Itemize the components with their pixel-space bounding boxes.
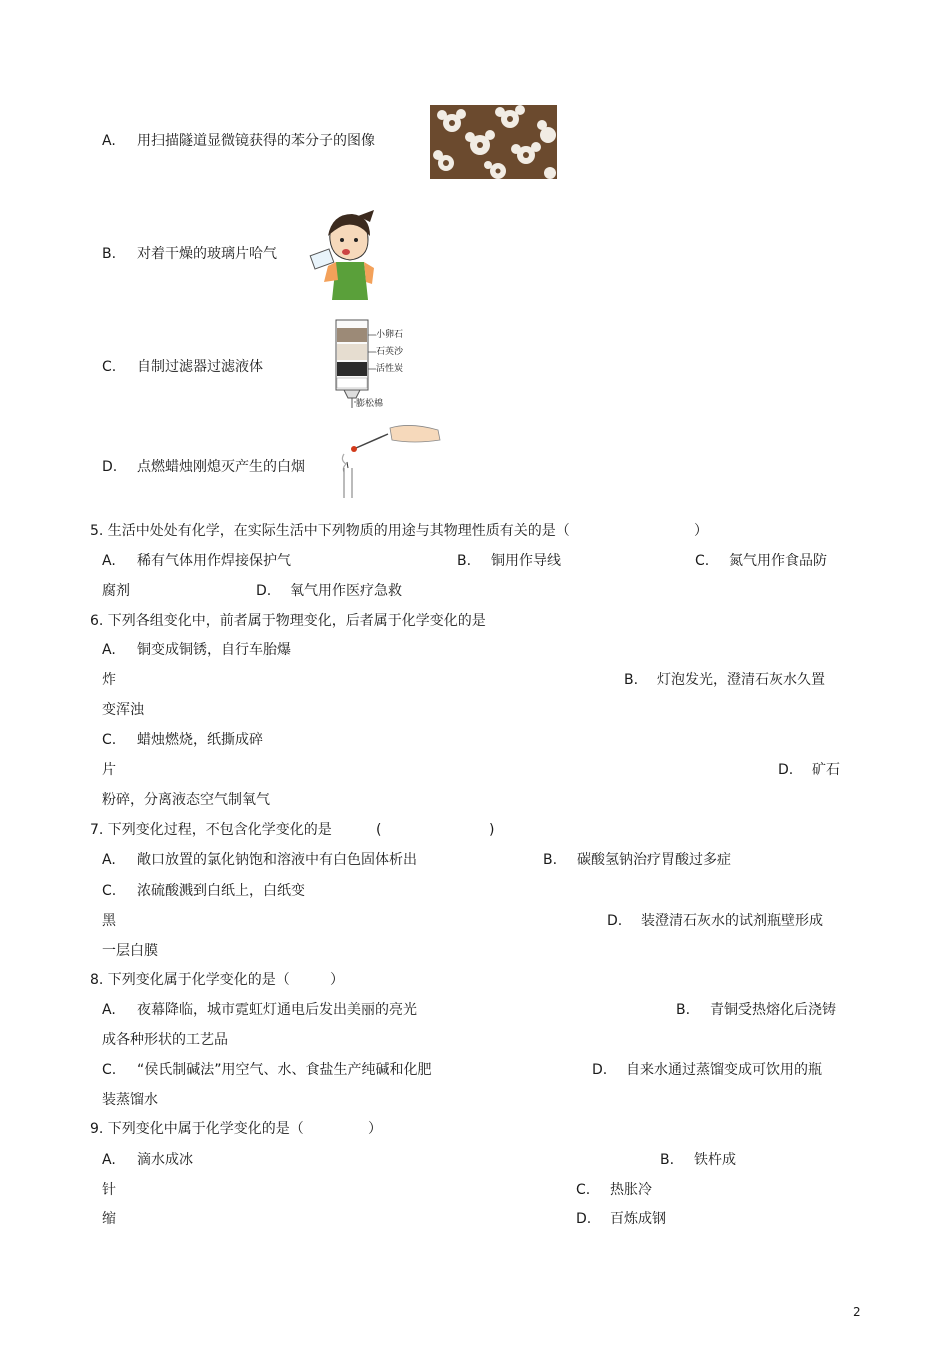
option-text: 矿石: [812, 762, 840, 778]
filter-label: 膨松棉: [356, 399, 384, 409]
homemade-filter: [330, 318, 420, 410]
answer-bracket-close: ）: [330, 972, 344, 988]
option-text: 敞口放置的氯化钠饱和溶液中有白色固体析出: [137, 852, 417, 868]
option-text: 稀有气体用作焊接保护气: [137, 553, 291, 569]
question-stem: 6. 下列各组变化中，前者属于物理变化，后者属于化学变化的是: [90, 613, 486, 629]
option-text-continued: 片: [102, 762, 116, 778]
option-letter: C.: [102, 1062, 117, 1078]
option-text-continued: 一层白膜: [102, 943, 158, 959]
option-text: 灯泡发光，澄清石灰水久置: [657, 672, 825, 688]
option-text: 氧气用作医疗急救: [290, 583, 402, 599]
option-text-continued: 炸: [102, 672, 116, 688]
option-letter: D.: [576, 1211, 592, 1227]
girl-breathing-on-glass: [308, 210, 378, 300]
option-letter: B.: [624, 672, 639, 688]
option-text: 点燃蜡烛刚熄灭产生的白烟: [137, 459, 305, 475]
lighting-candle-smoke: [330, 418, 442, 500]
option-letter: A.: [102, 1002, 116, 1018]
option-text: 装澄清石灰水的试剂瓶壁形成: [641, 913, 823, 929]
option-text: 铜用作导线: [491, 553, 561, 569]
option-text-continued: 腐剂: [102, 583, 130, 599]
option-text: 青铜受热熔化后浇铸: [710, 1002, 836, 1018]
option-letter: D.: [607, 913, 623, 929]
option-text: 蜡烛燃烧，纸撕成碎: [137, 732, 263, 748]
option-text: 浓硫酸溅到白纸上，白纸变: [137, 883, 305, 899]
option-letter: D.: [592, 1062, 608, 1078]
option-text: 铁杵成: [694, 1152, 736, 1168]
option-text-continued: 装蒸馏水: [102, 1092, 158, 1108]
option-letter: C.: [102, 883, 117, 899]
question-stem: 7. 下列变化过程，不包含化学变化的是: [90, 822, 332, 838]
option-text-continued: 粉碎，分离液态空气制氧气: [102, 792, 270, 808]
option-text: 氮气用作食品防: [729, 553, 827, 569]
answer-bracket-close: ）: [694, 523, 708, 539]
option-text: “侯氏制碱法”用空气、水、食盐生产纯碱和化肥: [137, 1062, 432, 1078]
answer-bracket-open: (: [376, 822, 382, 838]
option-letter: D.: [778, 762, 794, 778]
question-stem: 9. 下列变化中属于化学变化的是（: [90, 1121, 304, 1137]
option-text-continued: 针: [102, 1182, 116, 1198]
option-letter: A.: [102, 642, 116, 658]
option-text-continued: 黑: [102, 913, 116, 929]
option-text: 碳酸氢钠治疗胃酸过多症: [577, 852, 731, 868]
option-text: 夜幕降临，城市霓虹灯通电后发出美丽的亮光: [137, 1002, 417, 1018]
option-text-continued: 成各种形状的工艺品: [102, 1032, 228, 1048]
option-letter: B.: [457, 553, 472, 569]
option-letter: C.: [102, 359, 117, 375]
option-letter: B.: [102, 246, 117, 262]
answer-bracket-close: ）: [368, 1121, 382, 1137]
option-text: 滴水成冰: [137, 1152, 193, 1168]
option-letter: B.: [660, 1152, 675, 1168]
filter-label: 小卵石: [376, 330, 404, 340]
option-text: 对着干燥的玻璃片哈气: [137, 246, 277, 262]
option-letter: C.: [102, 732, 117, 748]
option-letter: C.: [576, 1182, 591, 1198]
option-letter: B.: [676, 1002, 691, 1018]
option-letter: C.: [695, 553, 710, 569]
option-letter: D.: [102, 459, 118, 475]
option-text: 热胀冷: [610, 1182, 652, 1198]
option-text-continued: 变浑浊: [102, 702, 144, 718]
filter-label: 石英沙: [376, 347, 404, 357]
question-stem: 8. 下列变化属于化学变化的是（: [90, 972, 290, 988]
page-number: 2: [853, 1305, 861, 1319]
option-letter: B.: [543, 852, 558, 868]
option-letter: D.: [256, 583, 272, 599]
option-text: 用扫描隧道显微镜获得的苯分子的图像: [137, 133, 375, 149]
question-stem: 5. 生活中处处有化学，在实际生活中下列物质的用途与其物理性质有关的是（: [90, 523, 570, 539]
filter-label: 活性炭: [376, 364, 404, 374]
option-letter: A.: [102, 553, 116, 569]
answer-bracket-close: ): [489, 822, 495, 838]
option-text: 自制过滤器过滤液体: [137, 359, 263, 375]
option-text-continued: 缩: [102, 1211, 116, 1227]
benzene-stm-image: [430, 105, 557, 179]
option-letter: A.: [102, 1152, 116, 1168]
option-letter: A.: [102, 852, 116, 868]
option-text: 自来水通过蒸馏变成可饮用的瓶: [626, 1062, 822, 1078]
option-text: 百炼成钢: [610, 1211, 666, 1227]
option-text: 铜变成铜锈，自行车胎爆: [137, 642, 291, 658]
option-letter: A.: [102, 133, 116, 149]
